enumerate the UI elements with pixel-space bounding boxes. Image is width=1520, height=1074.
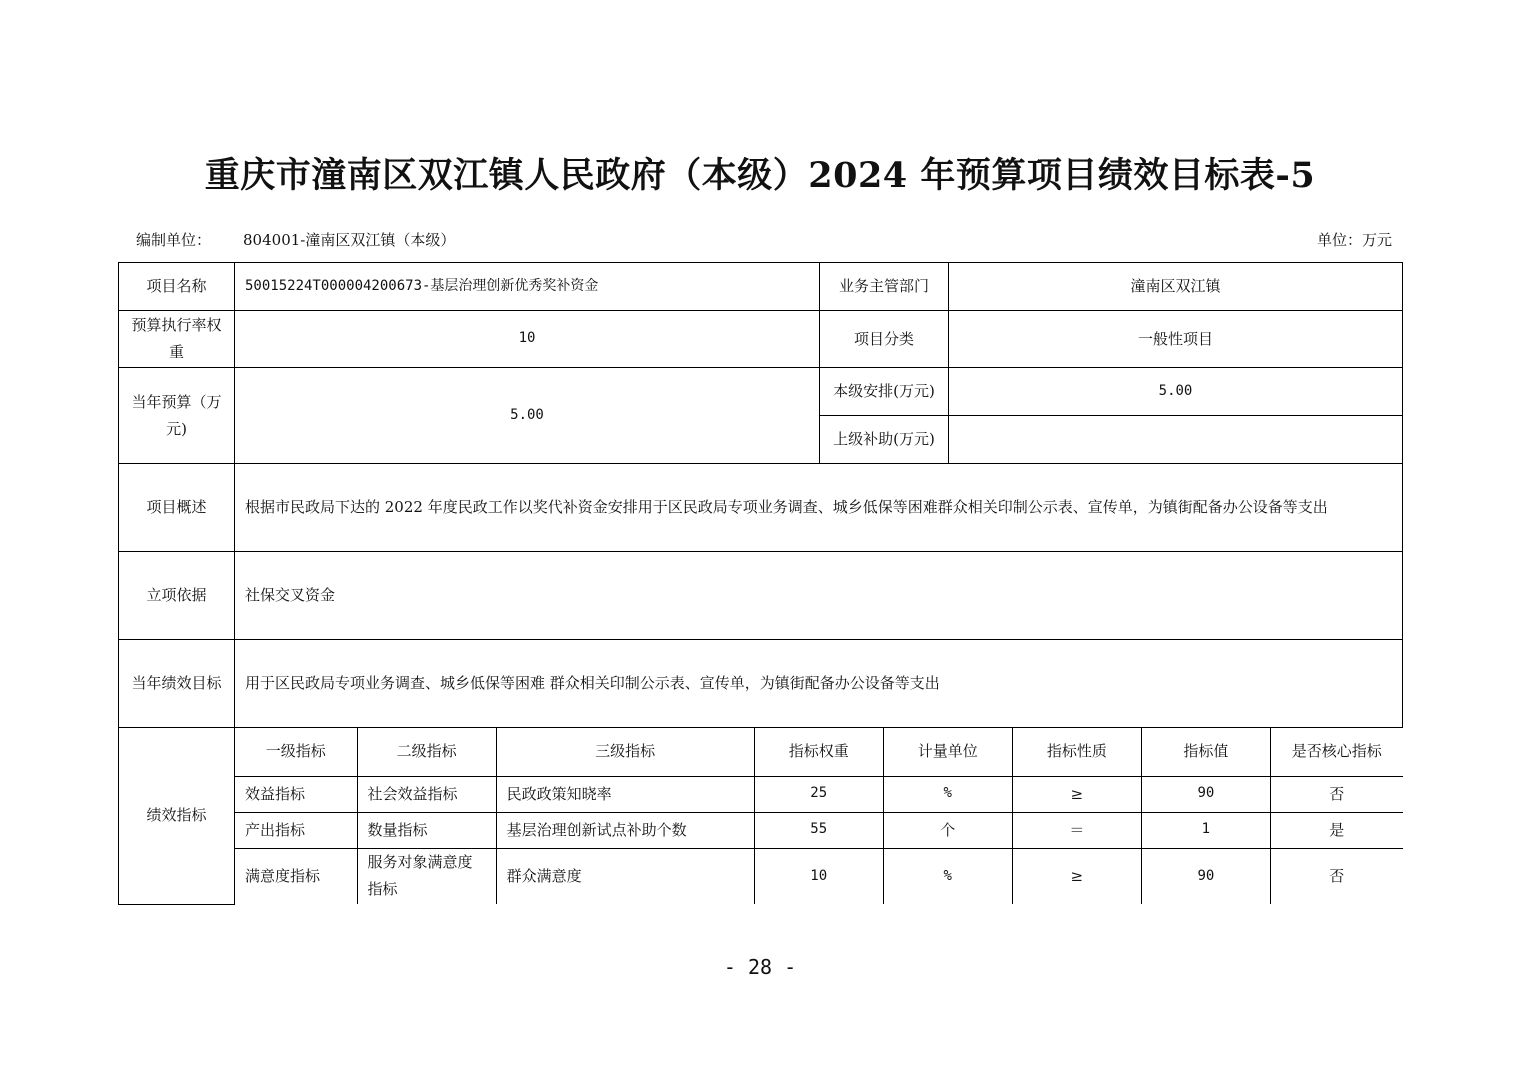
header-nature: 指标性质 [1012,728,1141,776]
dept-value: 潼南区双江镇 [949,263,1403,311]
table-row [235,848,1403,904]
cell-unit: % [883,776,1012,812]
superior-label: 上级补助(万元) [820,416,949,464]
cell-level3: 民政政策知晓率 [496,776,754,812]
header-level2: 二级指标 [357,728,496,776]
cell-weight: 10 [754,848,883,904]
header-unit: 计量单位 [883,728,1012,776]
own-label: 本级安排(万元) [820,368,949,416]
compile-unit [136,229,455,250]
cell-value: 90 [1141,776,1270,812]
header-level3: 三级指标 [496,728,754,776]
own-value: 5.00 [949,368,1403,416]
overview-label: 项目概述 [119,464,235,552]
cell-nature: ≥ [1012,776,1141,812]
header-weight: 指标权重 [754,728,883,776]
compile-unit-label: 编制单位： [136,231,212,249]
table-row [235,812,1403,848]
weight-label: 预算执行率权重 [119,311,235,368]
cell-level2: 服务对象满意度指标 [357,848,496,904]
cell-value: 1 [1141,812,1270,848]
budget-label: 当年预算（万元) [119,368,235,464]
page-number: - 28 - [723,955,797,979]
cell-level1: 满意度指标 [235,848,357,904]
weight-value: 10 [235,311,820,368]
cell-core: 否 [1270,776,1402,812]
cell-weight: 25 [754,776,883,812]
cell-level2: 社会效益指标 [357,776,496,812]
header-level1: 一级指标 [235,728,357,776]
cell-nature: ＝ [1012,812,1141,848]
cell-nature: ≥ [1012,848,1141,904]
header-core: 是否核心指标 [1270,728,1402,776]
budget-value: 5.00 [235,368,820,464]
cell-level1: 效益指标 [235,776,357,812]
cell-value: 90 [1141,848,1270,904]
superior-value [949,416,1403,464]
performance-target-table [118,262,1403,905]
basis-value: 社保交叉资金 [235,552,1403,640]
overview-value: 根据市民政局下达的 2022 年度民政工作以奖代补资金安排用于区民政局专项业务调查、城乡低保等困难群众相关印制公示表、宣传单，为镇街配备办公设备等支出 [235,464,1403,552]
indicators-header-row [235,728,1403,776]
cell-level3: 群众满意度 [496,848,754,904]
cell-level3: 基层治理创新试点补助个数 [496,812,754,848]
compile-unit-value: 804001-潼南区双江镇（本级） [243,231,456,249]
project-name-value: 50015224T000004200673-基层治理创新优秀奖补资金 [235,263,820,311]
cell-unit: % [883,848,1012,904]
cell-level1: 产出指标 [235,812,357,848]
page-title: 重庆市潼南区双江镇人民政府（本级）2024 年预算项目绩效目标表-5 [204,155,1316,196]
cell-core: 是 [1270,812,1402,848]
goal-label: 当年绩效目标 [119,640,235,728]
project-name-label: 项目名称 [119,263,235,311]
cell-weight: 55 [754,812,883,848]
header-value: 指标值 [1141,728,1270,776]
category-value: 一般性项目 [949,311,1403,368]
indicators-label: 绩效指标 [119,728,235,905]
goal-value: 用于区民政局专项业务调查、城乡低保等困难 群众相关印制公示表、宣传单，为镇街配备办公设备等支出 [235,640,1403,728]
indicators-table [235,728,1403,904]
currency-unit: 单位：万元 [1316,231,1392,249]
table-row [235,776,1403,812]
basis-label: 立项依据 [119,552,235,640]
cell-level2: 数量指标 [357,812,496,848]
dept-label: 业务主管部门 [820,263,949,311]
indicators-cell [235,728,1403,905]
category-label: 项目分类 [820,311,949,368]
cell-core: 否 [1270,848,1402,904]
cell-unit: 个 [883,812,1012,848]
